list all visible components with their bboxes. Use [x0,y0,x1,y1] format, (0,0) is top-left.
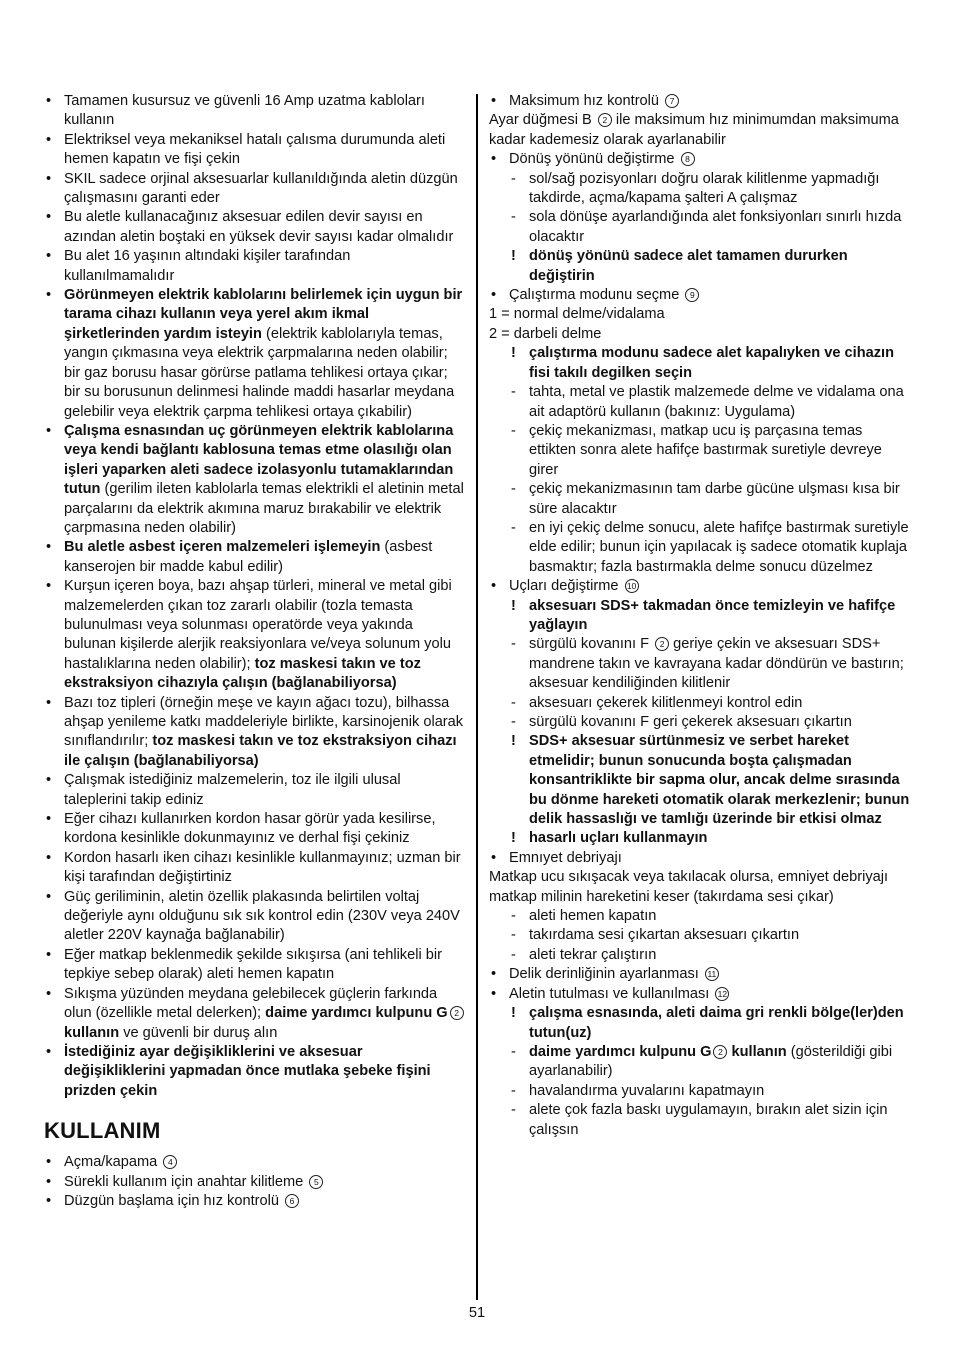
dash-item [509,1101,913,1140]
text-run: Elektriksel veya mekaniksel hatalı çalısma durumunda aleti hemen kapatın ve fişi çekin [64,131,446,168]
bullet-item [44,1043,464,1101]
figure-ref-number: 8 [681,152,695,166]
text-run: Kordon hasarlı iken cihazı kesinlikle kullanmayınız; uzman bir kişi tarafından değiştirtiniz [64,849,461,886]
bold-text: daime yardımcı kulpunu G [529,1043,712,1060]
right-column [489,92,913,1140]
dash-item [509,208,913,247]
figure-ref-number: 2 [713,1045,727,1059]
page-number: 51 [468,1305,486,1321]
figure-ref-number: 9 [685,288,699,302]
text-run: Delik derinliğinin ayarlanması [509,966,703,983]
bullet-item [489,92,913,111]
text-run: 1 = normal delme/vidalama [489,306,665,323]
text-run: Çalıştırma modunu seçme [509,287,684,304]
bullet-item [44,810,464,849]
bullet-item [489,577,913,596]
text-run: (gerilim ileten kablolarla temas elektrikli el aletinin metal parçalarını da elektrik akımına maruz bırakabilir ve elektrik çarpmasına neden olabilir) [64,481,464,536]
warning-item [509,597,913,636]
paragraph-text [489,868,913,907]
text-run: Ayar düğmesi B [489,112,596,129]
bullet-item [44,286,464,422]
paragraph-text [489,325,913,344]
bold-text: çalışma esnasında, aleti daima gri renkli bölge(ler)den tutun(uz) [529,1005,904,1041]
bullet-item [44,131,464,170]
text-run: sol/sağ pozisyonları doğru olarak kilitlenme yapmadığı takdirde, açma/kapama şalteri A çalışmaz [529,170,880,207]
dash-item [509,946,913,965]
dash-item [509,694,913,713]
text-run: tahta, metal ve plastik malzemede delme ve vidalama ona ait adaptörü kullanın (bakınız: Uygulama) [529,384,904,420]
bold-text: aksesuarı SDS+ takmadan önce temizleyin ve hafifçe yağlayın [529,597,896,633]
paragraph-text [489,305,913,324]
bullet-item [44,208,464,247]
figure-ref-number: 4 [163,1155,177,1169]
text-run: Bu aletle kullanacağınız aksesuar edilen devir sayısı en azından aletin boştaki en yüksek devir sayısı kadar olmalıdır [64,209,454,245]
text-run: Açma/kapama [64,1154,162,1171]
figure-ref-number: 6 [285,1194,299,1208]
warning-item [509,829,913,848]
text-run: Emnıyet debriyajı [509,849,622,866]
dash-item [509,926,913,945]
bullet-item [44,946,464,985]
bullet-item [44,985,464,1043]
bold-text: toz maskesi takın ve toz ekstraksiyon cihazı ile çalışın (bağlanabiliyorsa) [64,733,457,769]
usage-list [44,1153,464,1211]
text-run: çekiç mekanizmasının tam darbe gücüne ulşması kısa bir süre alacaktır [529,481,900,517]
bold-text: kullanın [64,1024,120,1041]
bullet-item [489,286,913,305]
text-run: çekiç mekanizması, matkap ucu iş parçasına temas ettikten sonra alete hafifçe bastırmak suretiyle devreye girer [529,422,882,478]
dash-item [509,1043,913,1082]
text-run: Bu alet 16 yaşının altındaki kişiler tarafından kullanılmamalıdır [64,248,351,284]
bullet-item [489,985,913,1004]
figure-ref-number: 2 [598,113,612,127]
bullet-item [44,247,464,286]
dash-item [509,1082,913,1101]
text-run: Tamamen kusursuz ve güvenli 16 Amp uzatma kabloları kullanın [64,93,425,129]
text-run: Kurşun içeren boya, bazı ahşap türleri, mineral ve metal gibi malzemelerden çıkan toz zararlı olabilir (tozla temasta bulunulması veya solunması operatörde veya yakında bulunan kişilerde alerjik reaksiyonlara ve/veya solunum yolu hastalıklarına neden olabilir); [64,578,452,672]
dash-item [509,480,913,519]
bullet-item [44,771,464,810]
figure-ref-number: 11 [705,967,719,981]
text-run: Aletin tutulması ve kullanılması [509,985,714,1002]
bold-text: Bu aletle asbest içeren malzemeleri işlemeyin [64,539,381,556]
figure-ref-number: 7 [665,94,679,108]
bold-text: hasarlı uçları kullanmayın [529,830,708,847]
text-run: geriye çekin ve aksesuarı SDS+ mandrene takın ve kavrayana kadar döndürün ve bastırın; aksesuar kendiliğinden kilitlenir [529,636,904,692]
bold-text: dönüş yönünü sadece alet tamamen dururken değiştirin [529,248,848,284]
bullet-item [44,92,464,131]
text-run: (asbest kanserojen bir madde kabul edilir) [64,539,433,575]
left-column [44,92,464,1211]
warning-item [509,247,913,286]
text-run: Sıkışma yüzünden meydana gelebilecek güçlerin farkında olun (özellikle metal delerken); [64,985,438,1022]
text-run: (gösterildiği gibi ayarlanabilir) [529,1043,893,1080]
bold-text: daime yardımcı kulpunu G [265,1005,448,1022]
bullet-item [44,422,464,538]
text-run: sola dönüşe ayarlandığında alet fonksiyonları sınırlı hızda olacaktır [529,209,902,245]
text-run: Eğer cihazı kullanırken kordon hasar görür yada kesilirse, kordona kesinlikle dokunmayınız ve derhal fişi çekiniz [64,811,436,847]
bullet-item [44,1192,464,1211]
bold-text: İstediğiniz ayar değişikliklerini ve aksesuar değişikliklerini yapmadan önce mutlaka şebeke fişini prizden çekin [64,1043,431,1099]
safety-list [44,92,464,1101]
text-run: aksesuarı çekerek kilitlenmeyi kontrol edin [529,694,803,711]
text-run: en iyi çekiç delme sonucu, alete hafifçe bastırmak suretiyle elde edilir; bunun için yapılacak iş sadece otomatik kuplaja basmaktır; fazla bastırmakla delme sonucu düzelmez [529,519,909,575]
operation-list [489,92,913,1140]
bold-text: kullanın [727,1043,787,1060]
dash-item [509,713,913,732]
text-run: ve güvenli bir duruş alın [119,1024,278,1041]
text-run: aleti hemen kapatın [529,908,657,925]
bullet-item [489,849,913,868]
text-run: (elektrik kablolarıyla temas, yangın çıkmasına veya elektrik çarpmalarına neden olabilir; bir gaz borusu hasar görürse patlama tehlikesi ortaya çıkar; bir su borusunun delinmesi halinde maddi hasarlar meydana gelebilir veya elektrik çarpma tehlikesi ortaya çıkabilir) [64,325,455,420]
bold-text: SDS+ aksesuar sürtünmesiz ve serbet hareket etmelidir; bunun sonucunda boşta çalışmadan konsantriklikte bir sapma olur, ancak delme sırasında bu dönme hareketi otomatik olarak merkezlenir; bunun delik hassaslığı ve tamlığı üzerinde bir etkisi olmaz [529,733,910,828]
text-run: 2 = darbeli delme [489,325,602,342]
text-run: takırdama sesi çıkartan aksesuarı çıkartın [529,927,800,944]
text-run: Eğer matkap beklenmedik şekilde sıkışırsa (ani tehlikeli bir tepkiye sebep olarak) aleti hemen kapatın [64,946,442,983]
column-divider [476,94,478,1300]
warning-item [509,732,913,829]
text-run: Güç geriliminin, aletin özellik plakasında belirtilen voltaj değeriyle aynı olduğunu sık sık kontrol edin (230V veya 240V aletler 220V kaynağa bağlanabilir) [64,888,460,944]
bullet-item [44,849,464,888]
text-run: sürgülü kovanını F geri çekerek aksesuarı çıkartın [529,714,852,730]
dash-item [509,635,913,693]
bold-text: toz maskesi takın ve toz ekstraksiyon cihazıyla çalışın (bağlanabiliyorsa) [64,655,421,692]
text-run: SKIL sadece orjinal aksesuarlar kullanıldığında aletin düzgün çalışmasını garanti eder [64,170,458,207]
paragraph-text [489,111,913,150]
bullet-item [44,1153,464,1172]
figure-ref-number: 2 [450,1006,464,1020]
dash-item [509,422,913,480]
bullet-item [44,538,464,577]
bullet-item [44,577,464,693]
figure-ref-number: 12 [715,987,729,1001]
bullet-item [44,694,464,772]
figure-ref-number: 5 [309,1175,323,1189]
text-run: Düzgün başlama için hız kontrolü [64,1192,284,1209]
figure-ref-number: 2 [655,637,669,651]
dash-item [509,383,913,422]
text-run: havalandırma yuvalarını kapatmayın [529,1082,765,1099]
text-run: Maksimum hız kontrolü [509,93,664,109]
text-run: Dönüş yönünü değiştirme [509,151,679,168]
dash-item [509,519,913,577]
bullet-item [44,1173,464,1192]
bold-text: çalıştırma modunu sadece alet kapalıyken ve cihazın fisi takılı degilken seçin [529,345,895,381]
text-run: Matkap ucu sıkışacak veya takılacak olursa, emniyet debriyajı matkap milinin hareketini keser (takırdama sesi çıkar) [489,869,889,905]
bold-text: Görünmeyen elektrik kablolarını belirlemek için uygun bir tarama cihazı kullanın veya yerel akım ikmal şirketlerinden yardım isteyin [64,287,463,342]
text-run: alete çok fazla baskı uygulamayın, bırakın alet sizin için çalışsın [529,1102,888,1138]
section-heading: KULLANIM [44,1118,161,1144]
warning-item [509,1004,913,1043]
dash-item [509,170,913,209]
bullet-item [489,150,913,169]
dash-item [509,907,913,926]
text-run: Uçları değiştirme [509,578,623,595]
bold-text: Çalışma esnasından uç görünmeyen elektrik kablolarına veya kendi bağlantı kablosuna temas etme olasılığı olan işleri yaparken aleti sadece izolasyonlu tutamaklarından tutun [64,422,454,498]
warning-item [509,344,913,383]
text-run: Çalışmak istediğiniz malzemelerin, toz ile ilgili ulusal taleplerini takip ediniz [64,772,401,808]
bullet-item [489,965,913,984]
bullet-item [44,888,464,946]
bullet-item [44,170,464,209]
text-run: aleti tekrar çalıştırın [529,946,657,963]
text-run: Bazı toz tipleri (örneğin meşe ve kayın ağacı tozu), bilhassa ahşap yenileme katkı maddeleriyle birlikte, karsinojenik olarak sınıflandırılır; [64,694,464,750]
text-run: Sürekli kullanım için anahtar kilitleme [64,1173,308,1190]
text-run: ile maksimum hız minimumdan maksimuma kadar kademesiz olarak ayarlanabilir [489,112,899,148]
figure-ref-number: 10 [625,579,639,593]
text-run: sürgülü kovanını F [529,636,654,653]
